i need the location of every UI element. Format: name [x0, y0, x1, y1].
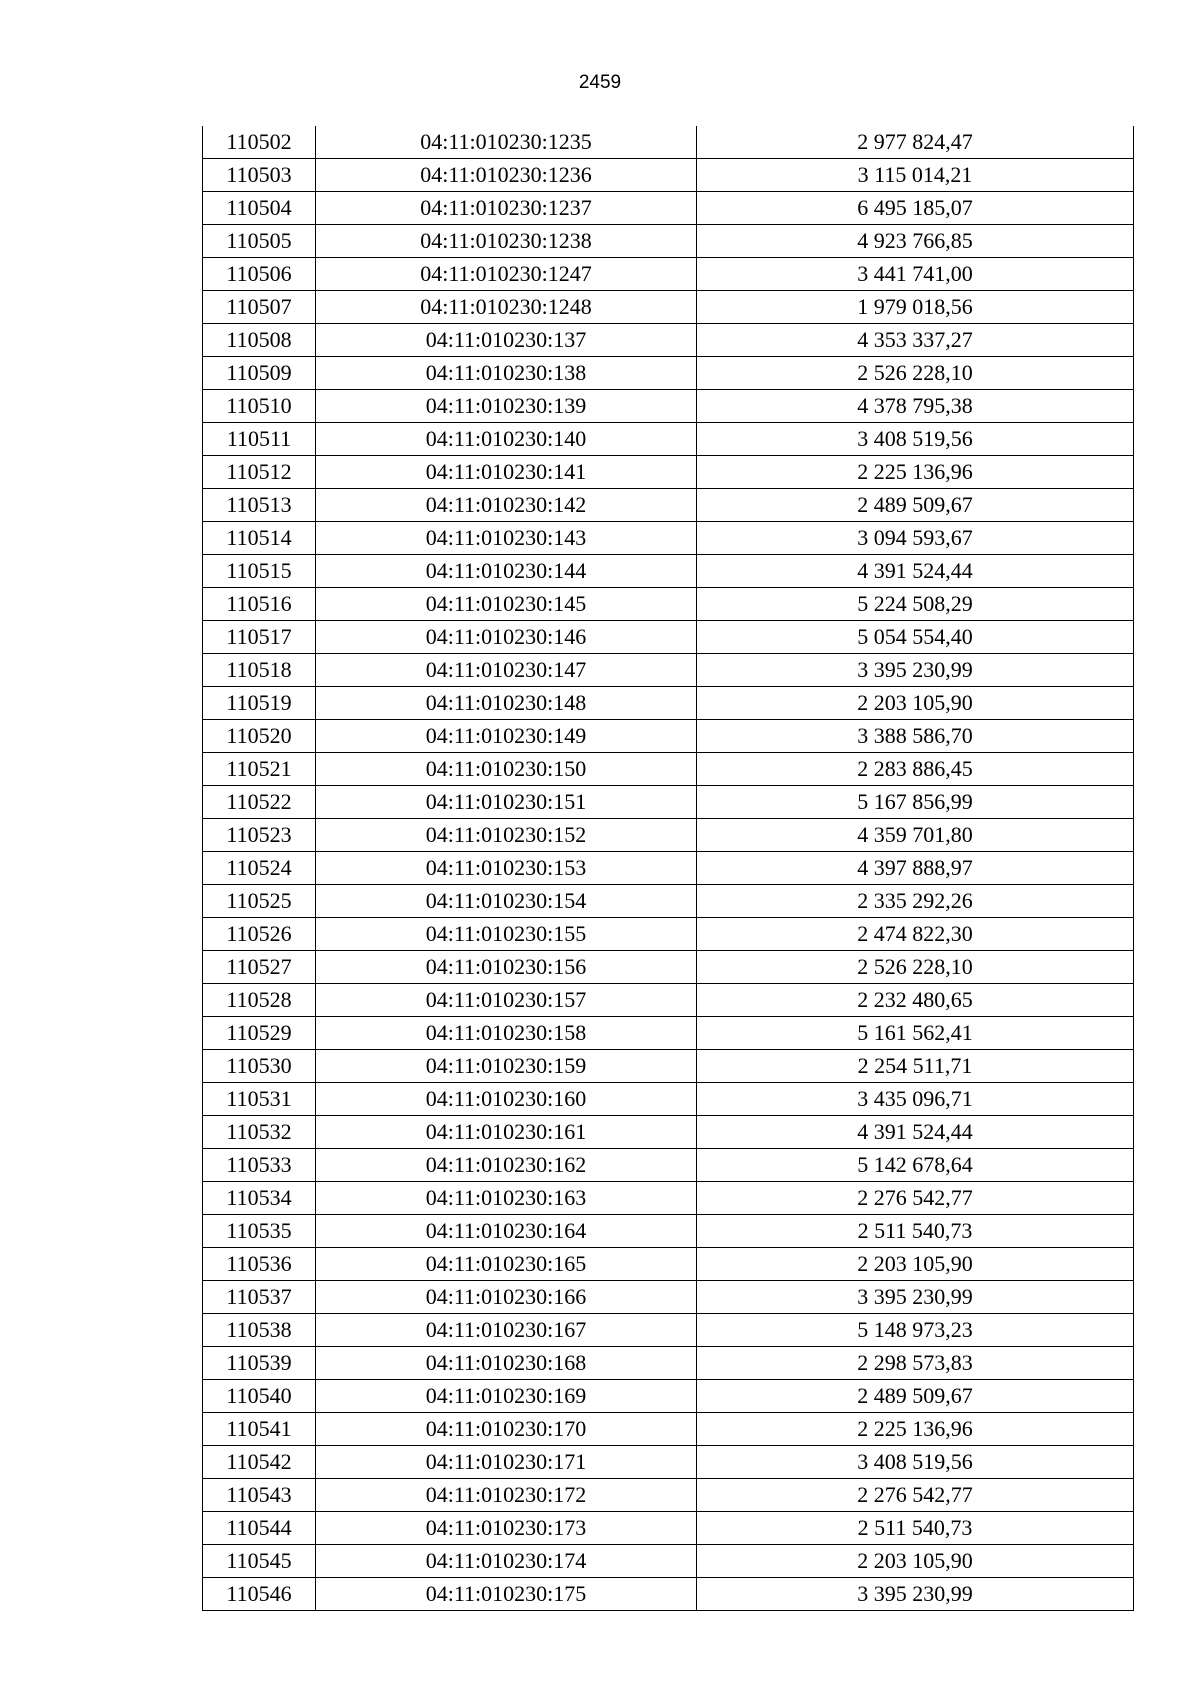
row-number-cell: 110504: [203, 192, 316, 225]
row-number-cell: 110527: [203, 951, 316, 984]
value-cell: 2 474 822,30: [697, 918, 1134, 951]
row-number-cell: 110530: [203, 1050, 316, 1083]
cadastral-number-cell: 04:11:010230:168: [316, 1347, 697, 1380]
value-cell: 4 391 524,44: [697, 555, 1134, 588]
table-row: [203, 390, 1134, 423]
cadastral-number-cell: 04:11:010230:163: [316, 1182, 697, 1215]
table-row: [203, 621, 1134, 654]
cadastral-number-cell: 04:11:010230:145: [316, 588, 697, 621]
row-number-cell: 110518: [203, 654, 316, 687]
table-row: [203, 126, 1134, 159]
cadastral-number-cell: 04:11:010230:170: [316, 1413, 697, 1446]
row-number-cell: 110503: [203, 159, 316, 192]
cadastral-number-cell: 04:11:010230:149: [316, 720, 697, 753]
value-cell: 5 142 678,64: [697, 1149, 1134, 1182]
value-cell: 2 225 136,96: [697, 1413, 1134, 1446]
cadastral-number-cell: 04:11:010230:152: [316, 819, 697, 852]
table-row: [203, 1215, 1134, 1248]
value-cell: 4 378 795,38: [697, 390, 1134, 423]
value-cell: 3 395 230,99: [697, 654, 1134, 687]
cadastral-number-cell: 04:11:010230:165: [316, 1248, 697, 1281]
value-cell: 2 276 542,77: [697, 1479, 1134, 1512]
value-cell: 2 511 540,73: [697, 1512, 1134, 1545]
table-row: [203, 1380, 1134, 1413]
row-number-cell: 110524: [203, 852, 316, 885]
value-cell: 2 489 509,67: [697, 489, 1134, 522]
table-row: [203, 1446, 1134, 1479]
cadastral-number-cell: 04:11:010230:141: [316, 456, 697, 489]
row-number-cell: 110517: [203, 621, 316, 654]
table-row: [203, 786, 1134, 819]
table-row: [203, 720, 1134, 753]
row-number-cell: 110521: [203, 753, 316, 786]
row-number-cell: 110534: [203, 1182, 316, 1215]
table-row: [203, 819, 1134, 852]
row-number-cell: 110514: [203, 522, 316, 555]
cadastral-number-cell: 04:11:010230:167: [316, 1314, 697, 1347]
row-number-cell: 110510: [203, 390, 316, 423]
row-number-cell: 110541: [203, 1413, 316, 1446]
cadastral-number-cell: 04:11:010230:162: [316, 1149, 697, 1182]
cadastral-number-cell: 04:11:010230:157: [316, 984, 697, 1017]
value-cell: 4 359 701,80: [697, 819, 1134, 852]
row-number-cell: 110509: [203, 357, 316, 390]
table-row: [203, 423, 1134, 456]
row-number-cell: 110506: [203, 258, 316, 291]
table-row: [203, 1116, 1134, 1149]
row-number-cell: 110529: [203, 1017, 316, 1050]
table-body: [203, 126, 1134, 1611]
table-row: [203, 885, 1134, 918]
value-cell: 3 408 519,56: [697, 423, 1134, 456]
table-row: [203, 291, 1134, 324]
row-number-cell: 110537: [203, 1281, 316, 1314]
table-row: [203, 1578, 1134, 1611]
cadastral-number-cell: 04:11:010230:144: [316, 555, 697, 588]
cadastral-number-cell: 04:11:010230:138: [316, 357, 697, 390]
value-cell: 3 388 586,70: [697, 720, 1134, 753]
value-cell: 2 511 540,73: [697, 1215, 1134, 1248]
cadastral-number-cell: 04:11:010230:151: [316, 786, 697, 819]
value-cell: 2 977 824,47: [697, 126, 1134, 159]
row-number-cell: 110513: [203, 489, 316, 522]
table-row: [203, 192, 1134, 225]
value-cell: 2 203 105,90: [697, 1545, 1134, 1578]
table-row: [203, 1281, 1134, 1314]
value-cell: 4 353 337,27: [697, 324, 1134, 357]
cadastral-number-cell: 04:11:010230:174: [316, 1545, 697, 1578]
value-cell: 2 489 509,67: [697, 1380, 1134, 1413]
row-number-cell: 110543: [203, 1479, 316, 1512]
table-row: [203, 1083, 1134, 1116]
table-row: [203, 258, 1134, 291]
cadastral-number-cell: 04:11:010230:164: [316, 1215, 697, 1248]
table-row: [203, 555, 1134, 588]
table-row: [203, 687, 1134, 720]
page-number: 2459: [578, 72, 622, 93]
value-cell: 2 283 886,45: [697, 753, 1134, 786]
table-row: [203, 1479, 1134, 1512]
row-number-cell: 110520: [203, 720, 316, 753]
row-number-cell: 110526: [203, 918, 316, 951]
cadastral-number-cell: 04:11:010230:1248: [316, 291, 697, 324]
cadastral-number-cell: 04:11:010230:173: [316, 1512, 697, 1545]
row-number-cell: 110522: [203, 786, 316, 819]
table-row: [203, 1413, 1134, 1446]
cadastral-number-cell: 04:11:010230:148: [316, 687, 697, 720]
value-cell: 2 225 136,96: [697, 456, 1134, 489]
value-cell: 5 167 856,99: [697, 786, 1134, 819]
value-cell: 2 526 228,10: [697, 357, 1134, 390]
row-number-cell: 110546: [203, 1578, 316, 1611]
row-number-cell: 110502: [203, 126, 316, 159]
row-number-cell: 110525: [203, 885, 316, 918]
cadastral-number-cell: 04:11:010230:158: [316, 1017, 697, 1050]
value-cell: 2 203 105,90: [697, 1248, 1134, 1281]
cadastral-number-cell: 04:11:010230:142: [316, 489, 697, 522]
row-number-cell: 110542: [203, 1446, 316, 1479]
table-row: [203, 1182, 1134, 1215]
table-row: [203, 489, 1134, 522]
cadastral-number-cell: 04:11:010230:146: [316, 621, 697, 654]
cadastral-number-cell: 04:11:010230:153: [316, 852, 697, 885]
table-row: [203, 984, 1134, 1017]
row-number-cell: 110516: [203, 588, 316, 621]
value-cell: 5 224 508,29: [697, 588, 1134, 621]
table-row: [203, 654, 1134, 687]
cadastral-number-cell: 04:11:010230:1235: [316, 126, 697, 159]
cadastral-number-cell: 04:11:010230:171: [316, 1446, 697, 1479]
row-number-cell: 110544: [203, 1512, 316, 1545]
cadastral-number-cell: 04:11:010230:1236: [316, 159, 697, 192]
row-number-cell: 110519: [203, 687, 316, 720]
value-cell: 4 391 524,44: [697, 1116, 1134, 1149]
table-row: [203, 1149, 1134, 1182]
value-cell: 2 276 542,77: [697, 1182, 1134, 1215]
cadastral-number-cell: 04:11:010230:156: [316, 951, 697, 984]
table-row: [203, 522, 1134, 555]
table-row: [203, 852, 1134, 885]
table-row: [203, 753, 1134, 786]
cadastral-number-cell: 04:11:010230:161: [316, 1116, 697, 1149]
row-number-cell: 110535: [203, 1215, 316, 1248]
cadastral-number-cell: 04:11:010230:155: [316, 918, 697, 951]
value-cell: 2 526 228,10: [697, 951, 1134, 984]
value-cell: 5 161 562,41: [697, 1017, 1134, 1050]
table-row: [203, 357, 1134, 390]
cadastral-number-cell: 04:11:010230:147: [316, 654, 697, 687]
row-number-cell: 110523: [203, 819, 316, 852]
cadastral-number-cell: 04:11:010230:137: [316, 324, 697, 357]
value-cell: 6 495 185,07: [697, 192, 1134, 225]
row-number-cell: 110511: [203, 423, 316, 456]
table-row: [203, 1314, 1134, 1347]
row-number-cell: 110533: [203, 1149, 316, 1182]
value-cell: 2 298 573,83: [697, 1347, 1134, 1380]
table-row: [203, 1512, 1134, 1545]
table-row: [203, 1248, 1134, 1281]
value-cell: 3 408 519,56: [697, 1446, 1134, 1479]
data-table: [202, 126, 1134, 1611]
row-number-cell: 110515: [203, 555, 316, 588]
cadastral-number-cell: 04:11:010230:166: [316, 1281, 697, 1314]
table-row: [203, 588, 1134, 621]
table-row: [203, 225, 1134, 258]
row-number-cell: 110538: [203, 1314, 316, 1347]
value-cell: 3 395 230,99: [697, 1281, 1134, 1314]
row-number-cell: 110532: [203, 1116, 316, 1149]
value-cell: 4 923 766,85: [697, 225, 1134, 258]
table-row: [203, 1017, 1134, 1050]
value-cell: 3 435 096,71: [697, 1083, 1134, 1116]
table-row: [203, 918, 1134, 951]
value-cell: 3 115 014,21: [697, 159, 1134, 192]
value-cell: 2 232 480,65: [697, 984, 1134, 1017]
cadastral-number-cell: 04:11:010230:154: [316, 885, 697, 918]
value-cell: 3 395 230,99: [697, 1578, 1134, 1611]
cadastral-number-cell: 04:11:010230:140: [316, 423, 697, 456]
value-cell: 5 148 973,23: [697, 1314, 1134, 1347]
cadastral-number-cell: 04:11:010230:172: [316, 1479, 697, 1512]
row-number-cell: 110545: [203, 1545, 316, 1578]
row-number-cell: 110507: [203, 291, 316, 324]
table-row: [203, 324, 1134, 357]
cadastral-number-cell: 04:11:010230:1247: [316, 258, 697, 291]
row-number-cell: 110540: [203, 1380, 316, 1413]
row-number-cell: 110512: [203, 456, 316, 489]
cadastral-number-cell: 04:11:010230:1238: [316, 225, 697, 258]
cadastral-number-cell: 04:11:010230:159: [316, 1050, 697, 1083]
value-cell: 3 441 741,00: [697, 258, 1134, 291]
cadastral-number-cell: 04:11:010230:169: [316, 1380, 697, 1413]
table-row: [203, 1050, 1134, 1083]
row-number-cell: 110539: [203, 1347, 316, 1380]
value-cell: 3 094 593,67: [697, 522, 1134, 555]
cadastral-number-cell: 04:11:010230:160: [316, 1083, 697, 1116]
cadastral-number-cell: 04:11:010230:143: [316, 522, 697, 555]
row-number-cell: 110528: [203, 984, 316, 1017]
row-number-cell: 110508: [203, 324, 316, 357]
cadastral-number-cell: 04:11:010230:175: [316, 1578, 697, 1611]
value-cell: 1 979 018,56: [697, 291, 1134, 324]
value-cell: 5 054 554,40: [697, 621, 1134, 654]
cadastral-number-cell: 04:11:010230:1237: [316, 192, 697, 225]
value-cell: 2 335 292,26: [697, 885, 1134, 918]
table-row: [203, 951, 1134, 984]
table-row: [203, 159, 1134, 192]
value-cell: 2 203 105,90: [697, 687, 1134, 720]
cadastral-number-cell: 04:11:010230:150: [316, 753, 697, 786]
row-number-cell: 110536: [203, 1248, 316, 1281]
table-row: [203, 456, 1134, 489]
value-cell: 4 397 888,97: [697, 852, 1134, 885]
table-row: [203, 1347, 1134, 1380]
row-number-cell: 110505: [203, 225, 316, 258]
row-number-cell: 110531: [203, 1083, 316, 1116]
cadastral-number-cell: 04:11:010230:139: [316, 390, 697, 423]
value-cell: 2 254 511,71: [697, 1050, 1134, 1083]
table-row: [203, 1545, 1134, 1578]
